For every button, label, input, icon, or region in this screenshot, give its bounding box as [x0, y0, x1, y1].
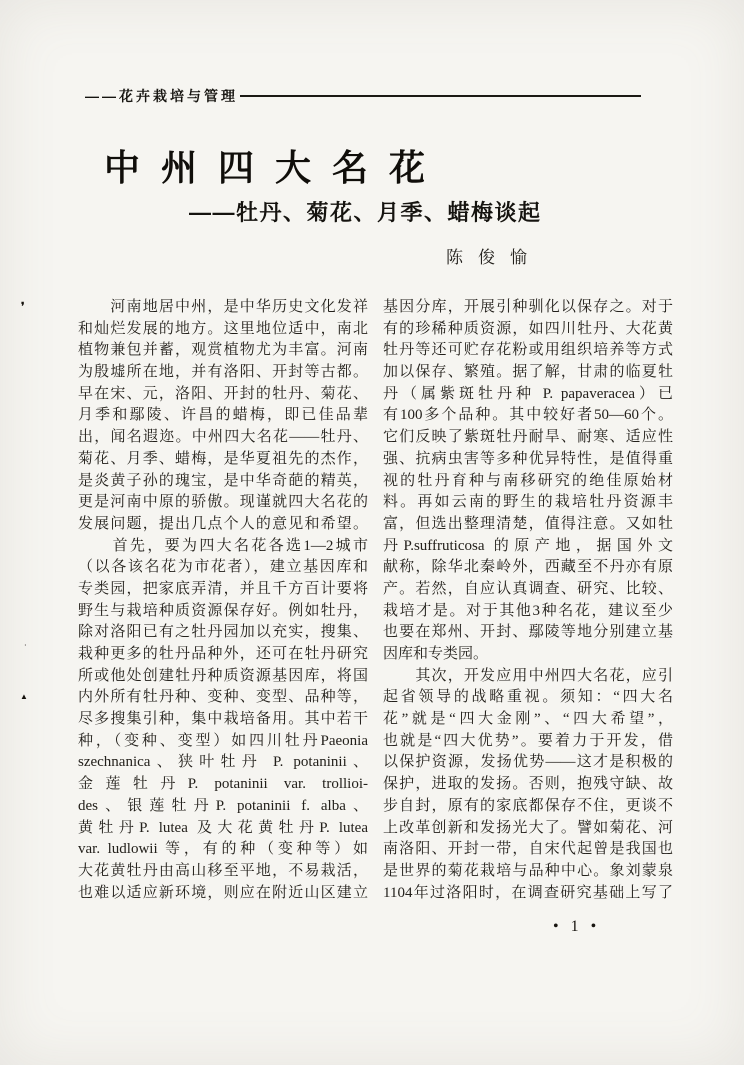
text-line: 丹P.suffruticosa 的原产地，据国外文 — [383, 537, 673, 554]
text-line: 是炎黄子孙的瑰宝，是中华奇葩的精英， — [78, 472, 368, 489]
left-column — [78, 297, 368, 904]
text-line: var. ludlowii 等，有的种（变种等）如 — [78, 841, 368, 858]
text-line: 月季和鄢陵、许昌的蜡梅，即已佳品辈 — [78, 407, 368, 424]
text-line: 有的珍稀种质资源，如四川牡丹、大花黄 — [383, 320, 673, 337]
text-line: 产。若然，自应认真调查、研究、比较、 — [383, 580, 673, 597]
text-line: 也要在郑州、开封、鄢陵等地分别建立基 — [383, 624, 673, 641]
text-line: 除对洛阳已有之牡丹园加以充实，搜集、 — [78, 624, 368, 641]
article-title: 中州四大名花 — [104, 147, 447, 188]
text-line: 种，（变种、变型）如四川牡丹Paeonia — [78, 732, 368, 749]
text-line: 野生与栽培种质资源保存好。例如牡丹， — [78, 602, 368, 619]
text-line: 栽培才是。对于其他3种名花，建议至少 — [383, 602, 673, 619]
text-line: szechnanica、狭叶牡丹 P. potaninii、 — [78, 754, 368, 771]
text-line: 为殷墟所在地，并有洛阳、开封等古都。 — [78, 364, 368, 381]
text-line: 发展问题，提出几点个人的意见和希望。 — [78, 515, 368, 532]
text-line: 专类园，把家底弄清，并且千方百计要将 — [78, 580, 368, 597]
scan-speck: · — [24, 641, 27, 650]
text-line: 金莲牡丹P. potaninii var. trollioi- — [78, 776, 368, 793]
scan-speck: ▲ — [20, 692, 28, 701]
text-line: 是世界的菊花栽培与品种中心。象刘蒙泉 — [383, 862, 673, 879]
section-label: ——花卉栽培与管理 — [85, 88, 238, 104]
text-line: 1104年过洛阳时，在调查研究基础上写了 — [383, 884, 673, 901]
text-line: 黄牡丹P. lutea 及大花黄牡丹P. lutea — [78, 819, 368, 836]
text-line: 加以保存、繁殖。据了解，甘肃的临夏牡 — [383, 364, 673, 381]
text-line: 它们反映了紫斑牡丹耐旱、耐寒、适应性 — [383, 429, 673, 446]
page-number: • 1 • — [553, 918, 601, 935]
text-line: 也就是“四大优势”。要着力于开发，借 — [383, 732, 673, 749]
text-line: 花”就是“四大金刚”、“四大希望”， — [383, 711, 673, 728]
text-line: 和灿烂发展的地方。这里地位适中，南北 — [78, 320, 368, 337]
running-head — [85, 86, 641, 106]
text-line: 基因分库，开展引种驯化以保存之。对于 — [383, 299, 673, 315]
running-head-rule — [240, 95, 641, 97]
text-line: 强、抗病虫害等多种优异特性，是值得重 — [383, 450, 673, 467]
text-line: 料。再如云南的野生的栽培牡丹资源丰 — [383, 494, 673, 511]
author-name: 陈俊愉 — [446, 248, 542, 267]
text-line: 所或他处创建牡丹种质资源基因库，将国 — [78, 667, 368, 684]
text-line: 丹（属紫斑牡丹种 P. papaveracea）已 — [383, 385, 673, 402]
text-line: 内外所有牡丹种、变种、变型、品种等， — [78, 689, 368, 706]
text-line: 早在宋、元，洛阳、开封的牡丹、菊花、 — [78, 385, 368, 402]
text-line: 上改革创新和发扬光大了。譬如菊花、河 — [383, 819, 673, 836]
text-line: des、银莲牡丹P. potaninii f. alba、 — [78, 797, 368, 814]
text-line: 河南地居中州，是中华历史文化发祥 — [78, 299, 368, 315]
text-line: 大花黄牡丹由高山移至平地，不易栽活， — [78, 862, 368, 879]
scan-speck: ❜ — [21, 301, 25, 313]
text-line: 其次，开发应用中州四大名花，应引 — [383, 667, 673, 684]
text-line: 富，但选出整理清楚，值得注意。又如牡 — [383, 515, 673, 532]
text-line: 视的牡丹育种与南移研究的绝佳原始材 — [383, 472, 673, 489]
text-line: （以各该名花为市花者），建立基因库和 — [78, 559, 368, 576]
text-line: 栽种更多的牡丹品种外，还可在牡丹研究 — [78, 646, 368, 662]
text-line: 也难以适应新环境，则应在附近山区建立 — [78, 884, 368, 901]
text-line: 南洛阳、开封一带，自宋代起曾是我国也 — [383, 841, 673, 858]
text-line: 尽多搜集引种，集中栽培备用。其中若干 — [78, 711, 368, 728]
text-line: 植物兼包并蓄，观赏植物尤为丰富。河南 — [78, 342, 368, 359]
text-line: 保护，进取的发扬。否则，抱残守缺、故 — [383, 776, 673, 793]
text-line: 以保护资源，发扬优势——这才是积极的 — [383, 754, 673, 771]
text-line: 步自封，原有的家底都保存不住，更谈不 — [383, 797, 673, 814]
text-line: 菊花、月季、蜡梅，是华夏祖先的杰作， — [78, 450, 368, 467]
text-line: 出，闻名遐迩。中州四大名花——牡丹、 — [78, 429, 368, 446]
text-line: 有100多个品种。其中较好者50—60个。 — [383, 407, 673, 424]
text-line: 首先，要为四大名花各选1—2城市 — [78, 537, 368, 554]
text-line: 起省领导的战略重视。须知：“四大名 — [383, 689, 673, 706]
right-column — [383, 297, 673, 904]
text-line: 更是河南中原的骄傲。现谨就四大名花的 — [78, 494, 368, 511]
article-subtitle: ——牡丹、菊花、月季、蜡梅谈起 — [189, 200, 542, 225]
text-line: 因库和专类园。 — [383, 646, 489, 662]
text-line: 献称，除华北秦岭外，西藏至不丹亦有原 — [383, 559, 673, 576]
text-line: 牡丹等还可贮存花粉或用组织培养等方式 — [383, 342, 673, 359]
